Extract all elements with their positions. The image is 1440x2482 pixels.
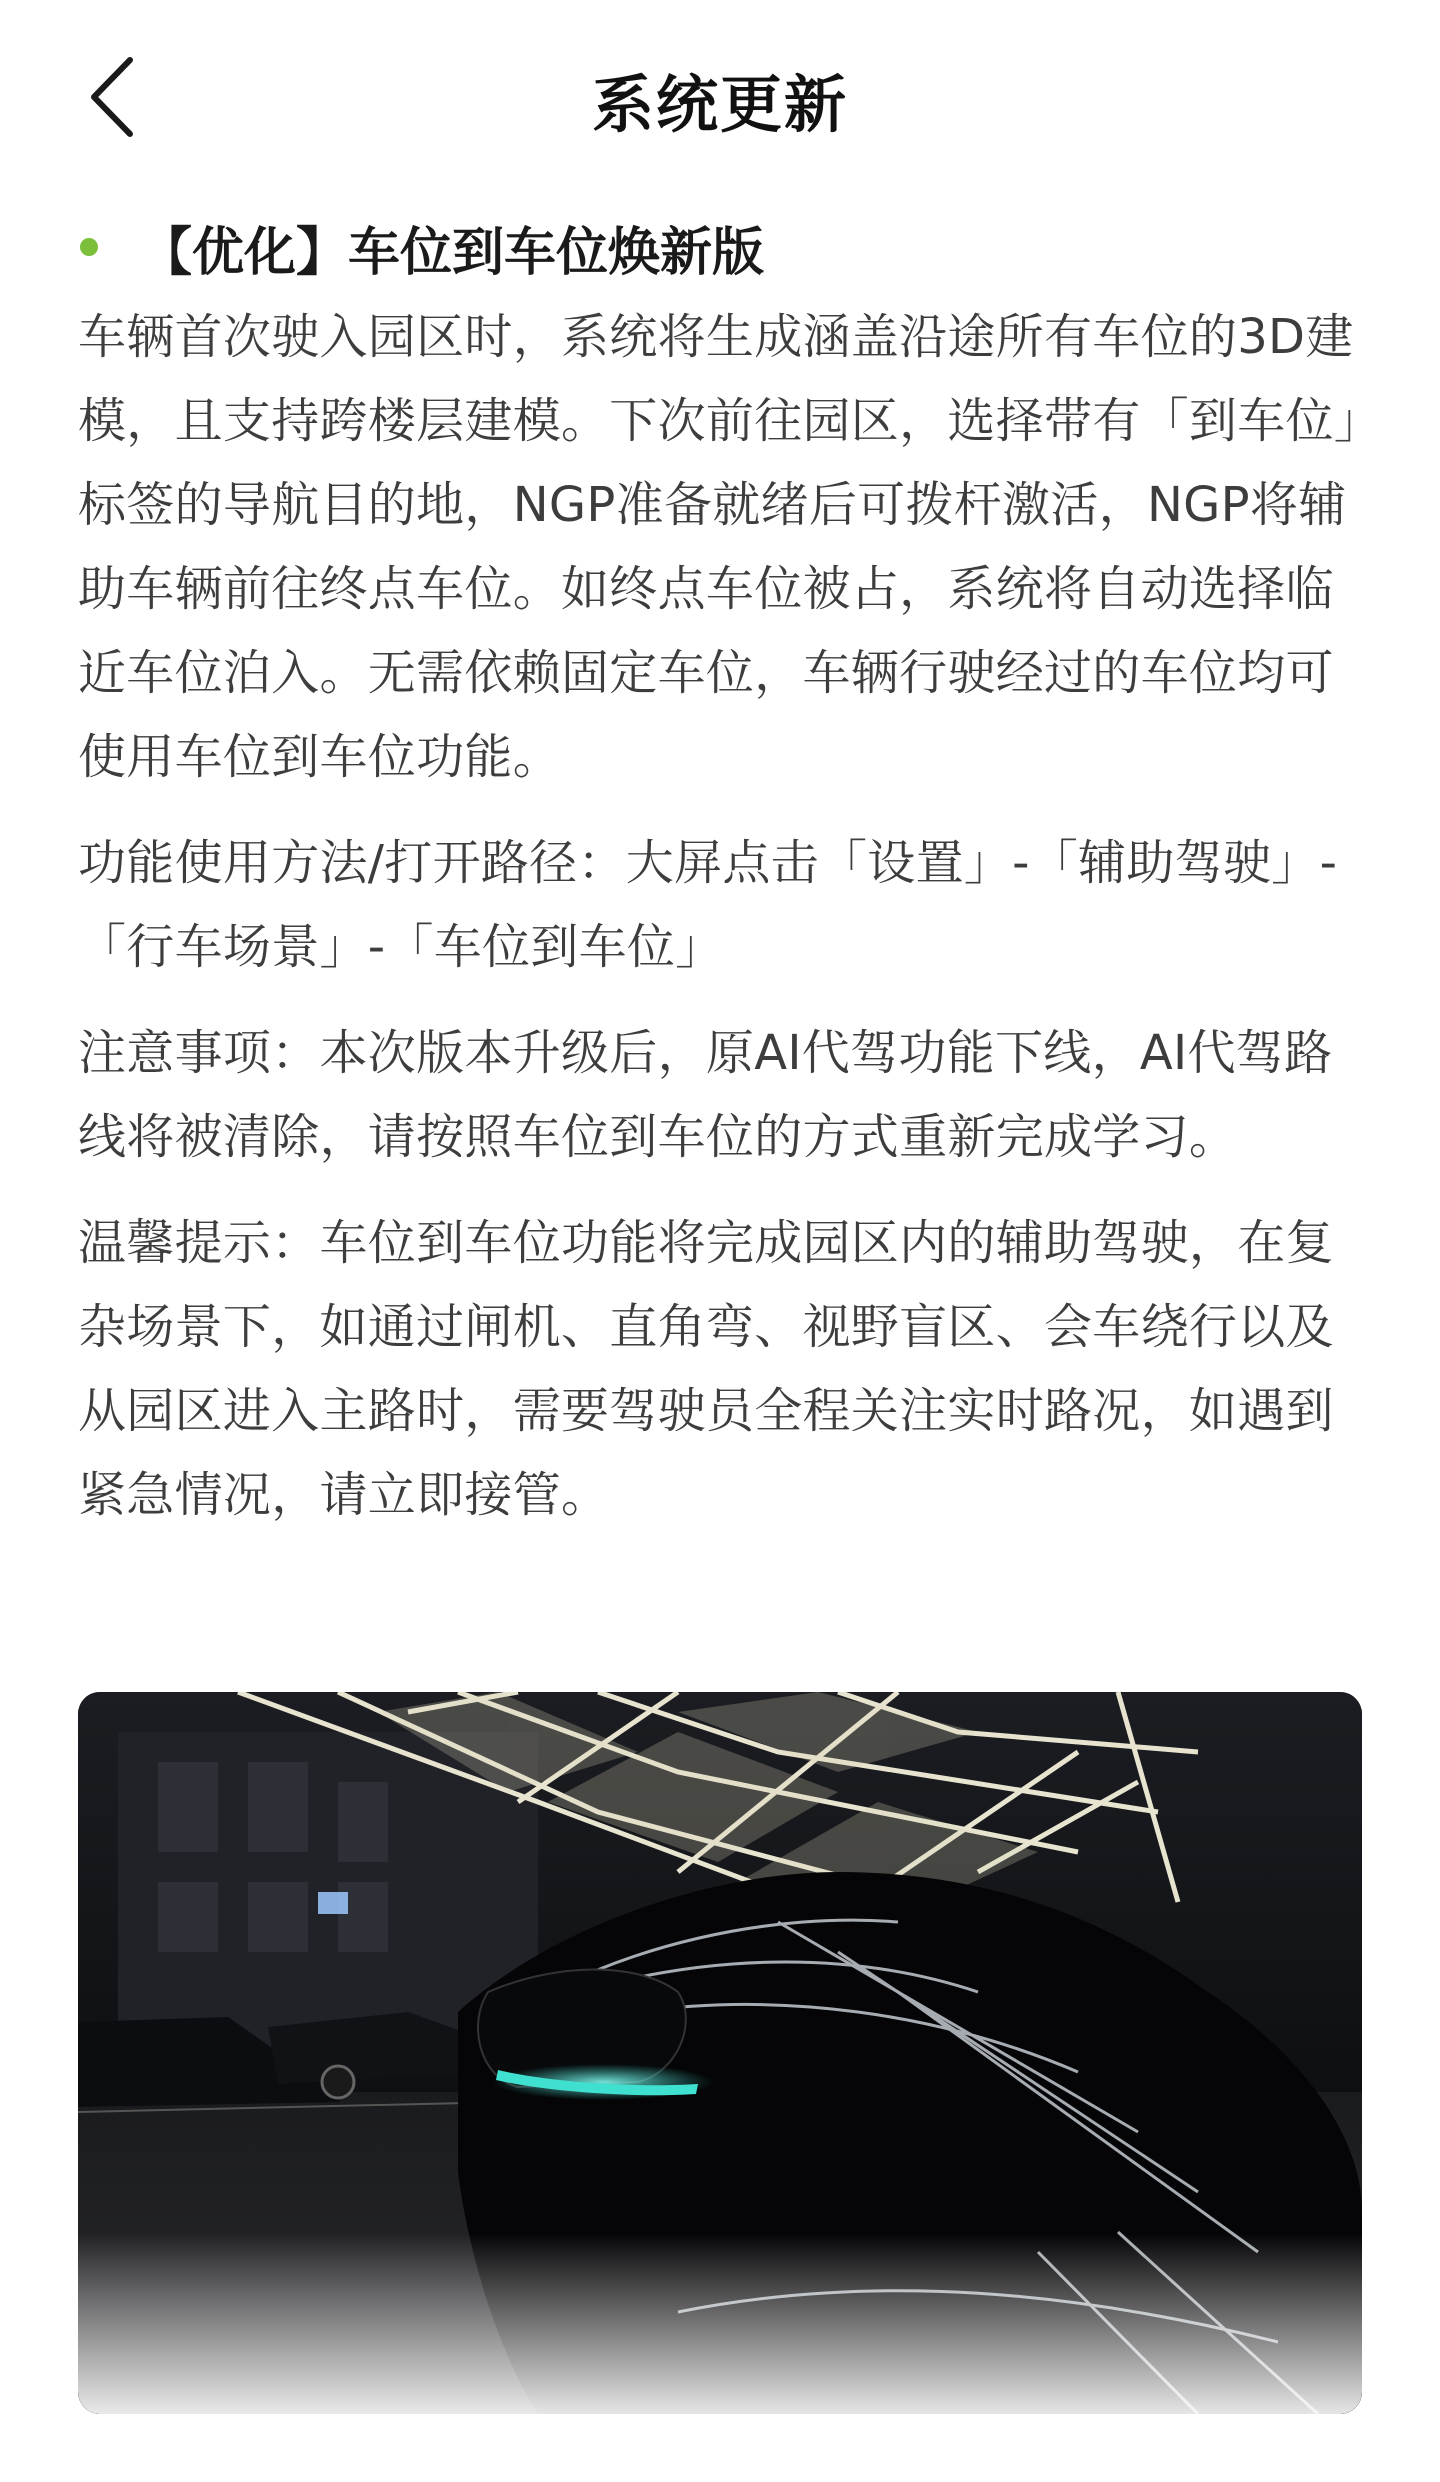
tip-paragraph: 温馨提示：车位到车位功能将完成园区内的辅助驾驶，在复杂场景下，如通过闸机、直角弯、视野盲区、会车绕行以及从园区进入主路时，需要驾驶员全程关注实时路况，如遇到紧急情况，请立即接管。 <box>78 1215 1334 1523</box>
usage-path-paragraph: 功能使用方法/打开路径：大屏点击「设置」-「辅助驾驶」-「行车场景」-「车位到车位」 <box>78 835 1338 975</box>
bullet-dot-icon <box>80 238 98 256</box>
notice-paragraph: 注意事项：本次版本升级后，原AI代驾功能下线，AI代驾路线将被清除，请按照车位到车位的方式重新完成学习。 <box>78 1025 1333 1165</box>
section-heading <box>78 205 1368 289</box>
page-title: 系统更新 <box>591 68 848 141</box>
section-heading-text: 【优化】车位到车位焕新版 <box>140 222 765 283</box>
car-under-lit-canopy-image <box>78 1692 1362 2414</box>
car-photo <box>78 1692 1362 2414</box>
update-notes <box>78 205 1368 1559</box>
description-paragraph: 车辆首次驶入园区时，系统将生成涵盖沿途所有车位的3D建模，且支持跨楼层建模。下次前往园区，选择带有「到车位」标签的导航目的地，NGP准备就绪后可拨杆激活，NGP将辅助车辆前往终点车位。如终点车位被占，系统将自动选择临近车位泊入。无需依赖固定车位，车辆行驶经过的车位均可使用车位到车位功能。 <box>78 309 1359 785</box>
top-bar <box>0 0 1440 190</box>
